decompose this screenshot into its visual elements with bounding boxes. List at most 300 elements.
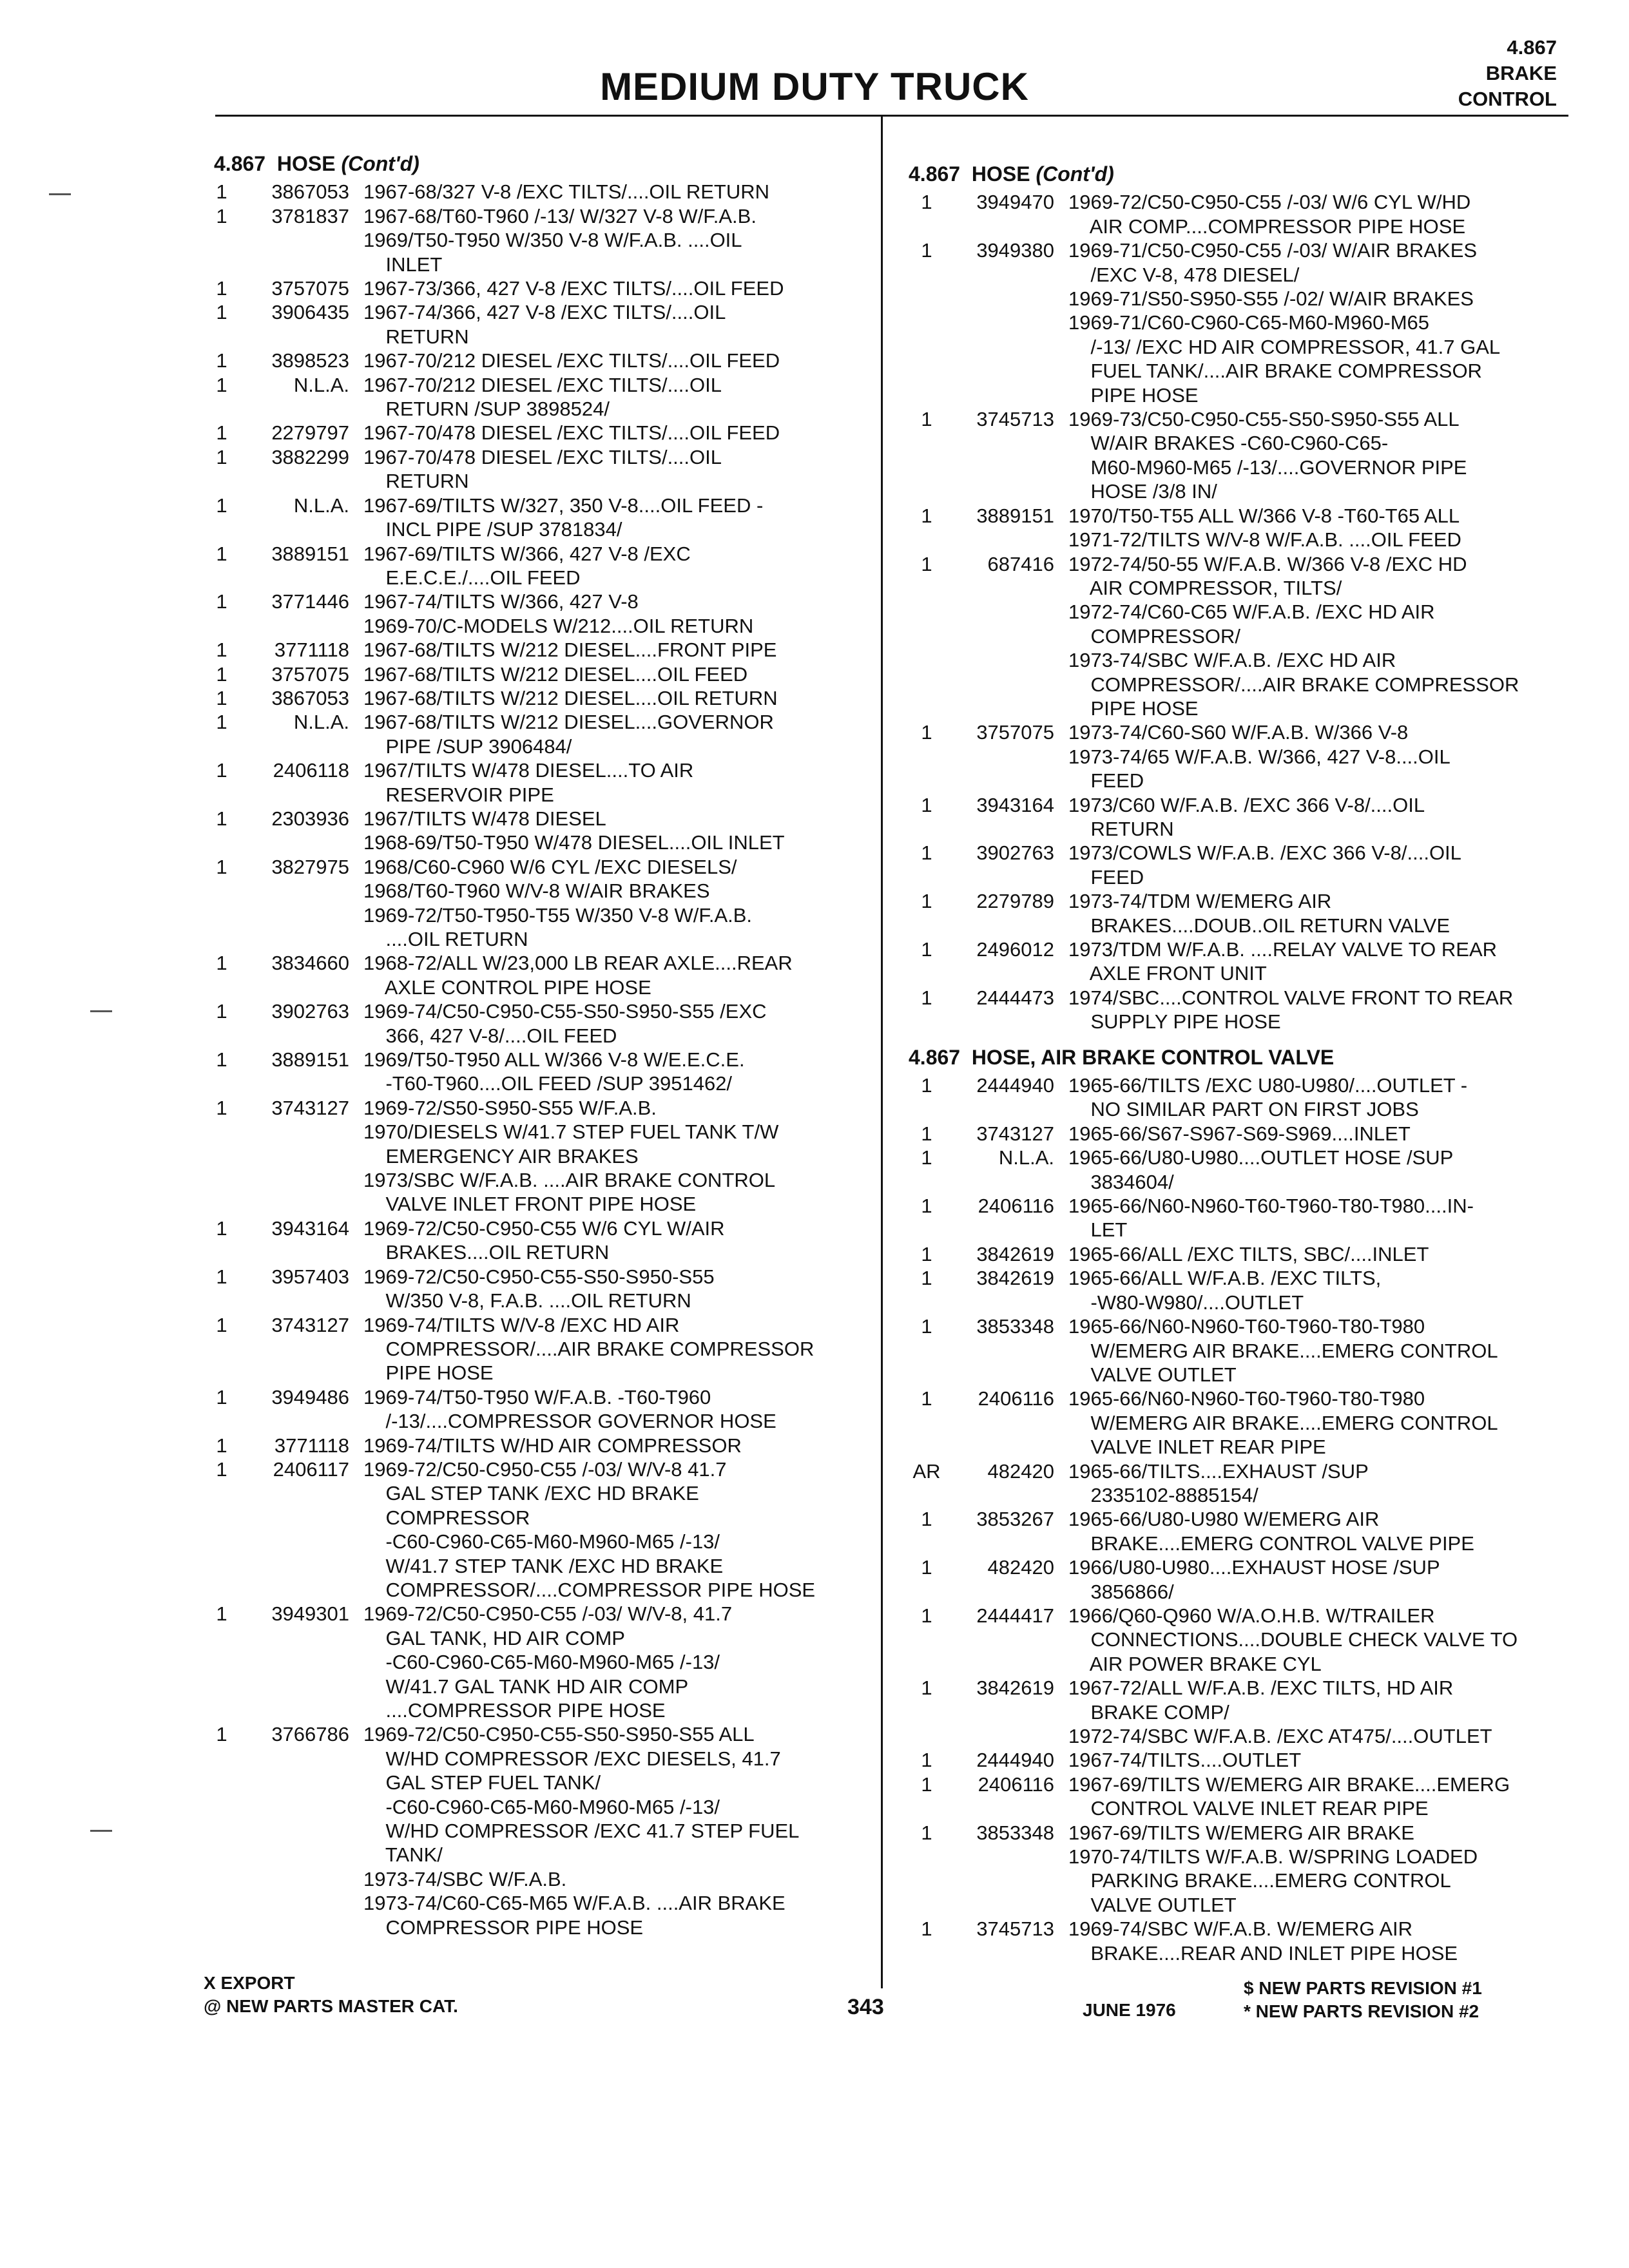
legend-revision-1: $ NEW PARTS REVISION #1 <box>1244 1978 1482 1998</box>
part-row <box>204 1096 854 1216</box>
quantity: 1 <box>921 1387 932 1410</box>
legend-revision-2: * NEW PARTS REVISION #2 <box>1244 2001 1480 2021</box>
description-line: 1969/T50-T950 ALL W/366 V-8 W/E.E.C.E. <box>363 1048 745 1072</box>
description-line: 1972-74/C60-C65 W/F.A.B. /EXC HD AIR <box>1068 601 1435 624</box>
quantity: 1 <box>216 1000 227 1023</box>
quantity: 1 <box>921 986 932 1009</box>
description-line: 1967-69/TILTS W/366, 427 V-8 /EXC <box>363 542 691 565</box>
heading-number: 4.867 <box>909 1045 961 1069</box>
part-description <box>363 373 854 421</box>
quantity: 1 <box>921 1677 932 1700</box>
part-number: 3745713 <box>976 408 1054 431</box>
quantity: 1 <box>216 180 227 204</box>
description-line: 1973-74/C60-S60 W/F.A.B. W/366 V-8 <box>1068 721 1409 744</box>
description-line: 1969-74/C50-C950-C55-S50-S950-S55 /EXC <box>363 1000 767 1023</box>
part-row <box>204 494 854 542</box>
part-description <box>1068 889 1559 937</box>
description-line: 1969-72/C50-C950-C55-S50-S950-S55 <box>363 1265 715 1288</box>
part-row <box>204 686 854 710</box>
quantity: 1 <box>216 542 227 565</box>
description-line: -C60-C960-C65-M60-M960-M65 /-13/ <box>363 1651 720 1674</box>
part-description <box>1068 720 1559 793</box>
right-column <box>909 160 1559 1965</box>
description-line: W/AIR BRAKES -C60-C960-C65- <box>1068 432 1389 455</box>
description-line: INLET <box>363 253 443 276</box>
part-description <box>363 1216 854 1265</box>
description-line: PIPE HOSE <box>1068 383 1199 407</box>
part-description <box>1068 1555 1559 1604</box>
quantity: 1 <box>216 349 227 372</box>
part-description <box>1068 1507 1559 1555</box>
description-line: 1969-74/T50-T950 W/F.A.B. -T60-T960 <box>363 1385 711 1408</box>
part-description <box>363 180 854 204</box>
part-description <box>363 1265 854 1313</box>
description-line: 1966/U80-U980....EXHAUST HOSE /SUP <box>1068 1556 1440 1579</box>
description-line: 1967-74/TILTS W/366, 427 V-8 <box>363 590 639 613</box>
part-row <box>909 1604 1559 1676</box>
description-line: /-13/....COMPRESSOR GOVERNOR HOSE <box>363 1410 776 1433</box>
quantity: 1 <box>216 590 227 613</box>
part-row <box>204 1385 854 1434</box>
quantity: 1 <box>921 890 932 913</box>
description-line: COMPRESSOR PIPE HOSE <box>363 1916 644 1939</box>
quantity: 1 <box>216 952 227 975</box>
description-line: 1969/T50-T950 W/350 V-8 W/F.A.B. ....OIL <box>363 229 742 252</box>
quantity: 1 <box>216 759 227 782</box>
description-line: 1967-68/TILTS W/212 DIESEL....FRONT PIPE <box>363 639 777 662</box>
description-line: 1965-66/S67-S967-S69-S969....INLET <box>1068 1122 1411 1145</box>
description-line: 1967-68/TILTS W/212 DIESEL....OIL RETURN <box>363 686 778 709</box>
part-row <box>909 889 1559 937</box>
description-line: 1968-69/T50-T950 W/478 DIESEL....OIL INLET <box>363 831 785 854</box>
part-row <box>909 1555 1559 1604</box>
section-name-line2: CONTROL <box>1458 88 1557 110</box>
part-number: 3766786 <box>271 1723 349 1746</box>
part-number: 2406116 <box>978 1387 1054 1410</box>
quantity: 1 <box>921 191 932 214</box>
part-description <box>1068 1073 1559 1122</box>
part-description <box>1068 504 1559 552</box>
part-number: 3842619 <box>976 1267 1054 1290</box>
part-number: 3902763 <box>271 1000 349 1023</box>
part-row <box>909 1314 1559 1387</box>
header-rule <box>215 115 1568 117</box>
quantity: 1 <box>921 408 932 431</box>
part-description <box>363 204 854 276</box>
description-line: PIPE HOSE <box>363 1361 494 1385</box>
quantity: 1 <box>921 1315 932 1338</box>
quantity: 1 <box>216 1216 227 1240</box>
part-number: 482420 <box>987 1459 1054 1483</box>
description-line: W/HD COMPRESSOR /EXC DIESELS, 41.7 <box>363 1747 781 1770</box>
page-number: 343 <box>847 1995 884 2019</box>
description-line: ....COMPRESSOR PIPE HOSE <box>363 1699 666 1722</box>
part-description <box>1068 238 1559 407</box>
part-number: 2444940 <box>976 1749 1054 1772</box>
description-line: RETURN /SUP 3898524/ <box>363 398 610 421</box>
description-line: 1973/COWLS W/F.A.B. /EXC 366 V-8/....OIL <box>1068 841 1461 865</box>
section-reference <box>1364 35 1557 112</box>
part-row <box>909 937 1559 986</box>
part-description <box>363 276 854 300</box>
part-description <box>1068 190 1559 238</box>
part-row <box>204 1265 854 1313</box>
part-description <box>363 710 854 758</box>
part-description <box>1068 1266 1559 1314</box>
description-line: AIR COMP....COMPRESSOR PIPE HOSE <box>1068 215 1466 238</box>
description-line: 1970/DIESELS W/41.7 STEP FUEL TANK T/W <box>363 1120 779 1144</box>
description-line: 1972-74/SBC W/F.A.B. /EXC AT475/....OUTLET <box>1068 1725 1492 1747</box>
description-line: 3834604/ <box>1068 1170 1174 1193</box>
parts-list <box>204 180 854 1939</box>
quantity: 1 <box>921 1122 932 1145</box>
publication-date: JUNE 1976 <box>1083 2000 1176 2020</box>
part-description <box>1068 1459 1559 1508</box>
part-number: 2406116 <box>978 1773 1054 1796</box>
part-description <box>1068 1821 1559 1917</box>
quantity: 1 <box>216 445 227 468</box>
part-row <box>909 1194 1559 1242</box>
description-line: 1967/TILTS W/478 DIESEL <box>363 807 606 830</box>
part-description <box>1068 1676 1559 1748</box>
parts-list <box>909 1073 1559 1965</box>
part-row <box>909 190 1559 238</box>
description-line: FEED <box>1068 769 1144 793</box>
description-line: PIPE /SUP 3906484/ <box>363 735 572 758</box>
heading-number: 4.867 <box>214 152 266 175</box>
part-number: 482420 <box>987 1556 1054 1579</box>
legend-new-parts: @ NEW PARTS MASTER CAT. <box>204 1996 458 2016</box>
heading-text: HOSE <box>971 162 1030 186</box>
part-row <box>204 1722 854 1939</box>
description-line: INCL PIPE /SUP 3781834/ <box>363 518 622 541</box>
part-description <box>363 542 854 590</box>
description-line: 366, 427 V-8/....OIL FEED <box>363 1024 617 1047</box>
part-description <box>363 758 854 807</box>
part-row <box>204 662 854 686</box>
quantity: 1 <box>921 793 932 816</box>
description-line: 1969-72/C50-C950-C55-S50-S950-S55 ALL <box>363 1723 755 1746</box>
part-number: 3781837 <box>271 204 349 227</box>
part-description <box>363 494 854 542</box>
description-line: AXLE FRONT UNIT <box>1068 962 1267 985</box>
description-line: 1972-74/50-55 W/F.A.B. W/366 V-8 /EXC HD <box>1068 552 1467 575</box>
part-description <box>1068 1242 1559 1266</box>
part-number: 3949470 <box>976 191 1054 214</box>
quantity: 1 <box>921 1146 932 1169</box>
quantity: 1 <box>921 1195 932 1218</box>
heading-number: 4.867 <box>909 162 961 186</box>
section-name-line1: BRAKE <box>1485 62 1557 84</box>
part-number: 3867053 <box>271 180 349 204</box>
description-line: 1967-69/TILTS W/EMERG AIR BRAKE <box>1068 1821 1414 1844</box>
quantity: 1 <box>216 494 227 517</box>
description-line: 1973-74/SBC W/F.A.B. /EXC HD AIR <box>1068 649 1396 672</box>
part-row <box>909 504 1559 552</box>
footer-legend-left <box>204 1972 458 2018</box>
description-line: VALVE OUTLET <box>1068 1893 1237 1916</box>
description-line: 1965-66/TILTS /EXC U80-U980/....OUTLET - <box>1068 1074 1468 1097</box>
description-line: 1968/C60-C960 W/6 CYL /EXC DIESELS/ <box>363 855 737 878</box>
description-line: RESERVOIR PIPE <box>363 783 554 806</box>
description-line: 1969-74/TILTS W/HD AIR COMPRESSOR <box>363 1434 742 1457</box>
quantity: 1 <box>216 807 227 830</box>
description-line: 1967-73/366, 427 V-8 /EXC TILTS/....OIL FEED <box>363 277 784 300</box>
description-line: 1967-70/212 DIESEL /EXC TILTS/....OIL FEED <box>363 349 780 372</box>
description-line: 1969-72/C50-C950-C55 W/6 CYL W/AIR <box>363 1216 725 1240</box>
part-description <box>1068 793 1559 841</box>
part-description <box>1068 986 1559 1034</box>
description-line: VALVE INLET FRONT PIPE HOSE <box>363 1193 697 1216</box>
quantity: 1 <box>921 1917 932 1941</box>
description-line: W/41.7 STEP TANK /EXC HD BRAKE <box>363 1554 724 1577</box>
part-description <box>1068 1387 1559 1459</box>
part-row <box>909 1748 1559 1772</box>
description-line: 1973/C60 W/F.A.B. /EXC 366 V-8/....OIL <box>1068 793 1425 816</box>
part-row <box>909 1917 1559 1965</box>
description-line: 1969-71/C50-C950-C55 /-03/ W/AIR BRAKES <box>1068 239 1478 262</box>
part-row <box>204 1434 854 1457</box>
description-line: 1968-72/ALL W/23,000 LB REAR AXLE....REAR <box>363 952 793 975</box>
quantity: 1 <box>921 1773 932 1796</box>
description-line: /-13/ /EXC HD AIR COMPRESSOR, 41.7 GAL <box>1068 335 1501 358</box>
quantity: 1 <box>216 1723 227 1746</box>
quantity: 1 <box>216 1602 227 1626</box>
description-line: 1973-74/SBC W/F.A.B. <box>363 1867 567 1890</box>
part-description <box>1068 1917 1559 1965</box>
part-row <box>204 204 854 276</box>
part-number: N.L.A. <box>998 1146 1054 1169</box>
part-description <box>363 1722 854 1939</box>
description-line: 1973/TDM W/F.A.B. ....RELAY VALVE TO REAR <box>1068 938 1498 961</box>
description-line: W/EMERG AIR BRAKE....EMERG CONTROL <box>1068 1411 1498 1434</box>
part-number: N.L.A. <box>293 711 349 734</box>
description-line: 1969-73/C50-C950-C55-S50-S950-S55 ALL <box>1068 408 1460 431</box>
description-line: TANK/ <box>363 1843 443 1867</box>
description-line: -C60-C960-C65-M60-M960-M65 /-13/ <box>363 1530 720 1553</box>
description-line: 1967/TILTS W/478 DIESEL....TO AIR <box>363 759 694 782</box>
part-description <box>363 855 854 952</box>
quantity: 1 <box>921 1508 932 1531</box>
part-description <box>363 1313 854 1385</box>
description-line: 1967-70/212 DIESEL /EXC TILTS/....OIL <box>363 373 722 396</box>
description-line: RETURN <box>363 325 469 348</box>
page-title: MEDIUM DUTY TRUCK <box>600 65 1029 108</box>
part-row <box>909 720 1559 793</box>
part-number: 2496012 <box>976 938 1054 961</box>
quantity: 1 <box>216 421 227 445</box>
description-line: PARKING BRAKE....EMERG CONTROL <box>1068 1869 1451 1892</box>
description-line: 1969-72/C50-C950-C55 /-03/ W/6 CYL W/HD <box>1068 191 1471 214</box>
part-number: 2406117 <box>273 1457 349 1481</box>
part-number: 2406116 <box>978 1195 1054 1218</box>
part-description <box>363 662 854 686</box>
description-line: 1967-69/TILTS W/327, 350 V-8....OIL FEED - <box>363 494 764 517</box>
part-number: 3745713 <box>976 1917 1054 1941</box>
quantity: 1 <box>216 301 227 324</box>
part-row <box>909 1122 1559 1146</box>
description-line: E.E.C.E./....OIL FEED <box>363 566 581 589</box>
description-line: 1967-68/T60-T960 /-13/ W/327 V-8 W/F.A.B. <box>363 204 757 227</box>
description-line: COMPRESSOR/....COMPRESSOR PIPE HOSE <box>363 1578 816 1601</box>
description-line: -T60-T960....OIL FEED /SUP 3951462/ <box>363 1072 733 1095</box>
part-row <box>204 542 854 590</box>
description-line: AXLE CONTROL PIPE HOSE <box>363 975 651 999</box>
part-number: 3771118 <box>274 639 349 662</box>
part-number: 3949380 <box>976 239 1054 262</box>
part-description <box>363 999 854 1048</box>
quantity: 1 <box>216 1096 227 1119</box>
quantity: 1 <box>216 1048 227 1072</box>
description-line: 1969-71/C60-C960-C65-M60-M960-M65 <box>1068 311 1429 334</box>
quantity: 1 <box>921 504 932 527</box>
part-number: 3842619 <box>976 1242 1054 1265</box>
part-description <box>363 1048 854 1096</box>
quantity: 1 <box>216 1385 227 1408</box>
part-description <box>363 300 854 349</box>
part-number: 3757075 <box>271 662 349 686</box>
description-line: M60-M960-M65 /-13/....GOVERNOR PIPE <box>1068 456 1467 479</box>
part-number: 3882299 <box>271 445 349 468</box>
part-number: 3889151 <box>271 542 349 565</box>
part-row <box>204 638 854 662</box>
description-line: VALVE OUTLET <box>1068 1363 1237 1386</box>
description-line: 1965-66/N60-N960-T60-T960-T80-T980 <box>1068 1315 1425 1338</box>
part-number: N.L.A. <box>293 373 349 396</box>
part-description <box>363 638 854 662</box>
description-line: 1974/SBC....CONTROL VALVE FRONT TO REAR <box>1068 986 1514 1009</box>
part-description <box>363 445 854 494</box>
description-line: 1967-69/TILTS W/EMERG AIR BRAKE....EMERG <box>1068 1773 1510 1796</box>
quantity: 1 <box>216 277 227 300</box>
part-description <box>363 1096 854 1216</box>
section-number: 4.867 <box>1507 36 1557 59</box>
part-description <box>1068 1194 1559 1242</box>
part-description <box>1068 552 1559 721</box>
part-row <box>204 1216 854 1265</box>
description-line: RETURN <box>1068 817 1174 840</box>
quantity: 1 <box>216 204 227 227</box>
description-line: COMPRESSOR/ <box>1068 624 1240 648</box>
part-number: 3902763 <box>976 841 1054 865</box>
part-number: 3957403 <box>271 1265 349 1288</box>
description-line: 2335102-8885154/ <box>1068 1483 1258 1506</box>
quantity: 1 <box>216 1265 227 1288</box>
part-number: 2444473 <box>976 986 1054 1009</box>
quantity: 1 <box>921 1604 932 1627</box>
description-line: 1965-66/N60-N960-T60-T960-T80-T980 <box>1068 1387 1425 1410</box>
part-row <box>909 238 1559 407</box>
description-line: 1967-70/478 DIESEL /EXC TILTS/....OIL FEED <box>363 421 780 445</box>
part-description <box>363 1434 854 1457</box>
description-line: LET <box>1068 1218 1128 1242</box>
part-row <box>909 1073 1559 1122</box>
part-number: 2303936 <box>271 807 349 830</box>
part-row <box>909 986 1559 1034</box>
description-line: /EXC V-8, 478 DIESEL/ <box>1068 263 1300 286</box>
description-line: W/EMERG AIR BRAKE....EMERG CONTROL <box>1068 1339 1498 1362</box>
part-number: N.L.A. <box>293 494 349 517</box>
part-row <box>909 1507 1559 1555</box>
part-description <box>1068 1748 1559 1772</box>
part-row <box>909 1387 1559 1459</box>
part-number: 2279797 <box>271 421 349 445</box>
description-line: FUEL TANK/....AIR BRAKE COMPRESSOR <box>1068 360 1482 383</box>
part-row <box>204 1313 854 1385</box>
part-description <box>363 951 854 999</box>
part-row <box>204 276 854 300</box>
margin-mark <box>90 1010 112 1012</box>
footer-legend-right <box>1244 1977 1482 2023</box>
part-number: 687416 <box>987 552 1054 575</box>
description-line: 1970/T50-T55 ALL W/366 V-8 -T60-T65 ALL <box>1068 504 1460 527</box>
description-line: 1968/T60-T960 W/V-8 W/AIR BRAKES <box>363 879 710 903</box>
part-description <box>363 590 854 638</box>
description-line: 1970-74/TILTS W/F.A.B. W/SPRING LOADED <box>1068 1845 1478 1869</box>
description-line: 1969-72/C50-C950-C55 /-03/ W/V-8, 41.7 <box>363 1602 733 1626</box>
description-line: 3856866/ <box>1068 1580 1174 1603</box>
description-line: PIPE HOSE <box>1068 697 1199 720</box>
quantity: 1 <box>921 1267 932 1290</box>
part-description <box>363 421 854 445</box>
description-line: GAL STEP FUEL TANK/ <box>363 1771 601 1794</box>
part-number: 3943164 <box>976 793 1054 816</box>
quantity: 1 <box>216 686 227 709</box>
quantity: 1 <box>921 1821 932 1844</box>
description-line: HOSE /3/8 IN/ <box>1068 480 1217 503</box>
part-number: 2444417 <box>976 1604 1054 1627</box>
part-description <box>1068 1314 1559 1387</box>
quantity: AR <box>912 1459 941 1483</box>
quantity: 1 <box>921 841 932 865</box>
margin-mark <box>49 193 71 195</box>
description-line: AIR COMPRESSOR, TILTS/ <box>1068 576 1342 599</box>
part-row <box>204 445 854 494</box>
section-heading-air-brake-valve <box>909 1046 1559 1070</box>
part-number: 3757075 <box>976 721 1054 744</box>
quantity: 1 <box>921 239 932 262</box>
part-row <box>909 841 1559 889</box>
part-number: 3842619 <box>976 1677 1054 1700</box>
part-row <box>909 1146 1559 1194</box>
column-divider <box>881 115 883 1988</box>
description-line: 1965-66/ALL W/F.A.B. /EXC TILTS, <box>1068 1267 1382 1290</box>
description-line: FEED <box>1068 865 1144 889</box>
part-row <box>204 710 854 758</box>
quantity: 1 <box>921 1749 932 1772</box>
quantity: 1 <box>921 552 932 575</box>
description-line: GAL TANK, HD AIR COMP <box>363 1626 625 1649</box>
part-number: 3853348 <box>976 1821 1054 1844</box>
description-line: 1973-74/C60-C65-M65 W/F.A.B. ....AIR BRAKE <box>363 1892 786 1915</box>
part-number: 3827975 <box>271 855 349 878</box>
description-line: BRAKES....OIL RETURN <box>363 1241 610 1264</box>
description-line: 1969-74/TILTS W/V-8 /EXC HD AIR <box>363 1313 680 1336</box>
part-number: 3949486 <box>271 1385 349 1408</box>
heading-text: HOSE <box>276 152 336 175</box>
part-number: 3834660 <box>271 952 349 975</box>
part-row <box>204 421 854 445</box>
part-row <box>204 590 854 638</box>
part-description <box>363 686 854 710</box>
description-line: 1967-74/TILTS....OUTLET <box>1068 1749 1302 1772</box>
part-description <box>1068 1146 1559 1194</box>
part-number: 3906435 <box>271 301 349 324</box>
description-line: VALVE INLET REAR PIPE <box>1068 1436 1326 1459</box>
part-number: 3743127 <box>976 1122 1054 1145</box>
description-line: 1965-66/U80-U980....OUTLET HOSE /SUP <box>1068 1146 1454 1169</box>
part-row <box>204 999 854 1048</box>
